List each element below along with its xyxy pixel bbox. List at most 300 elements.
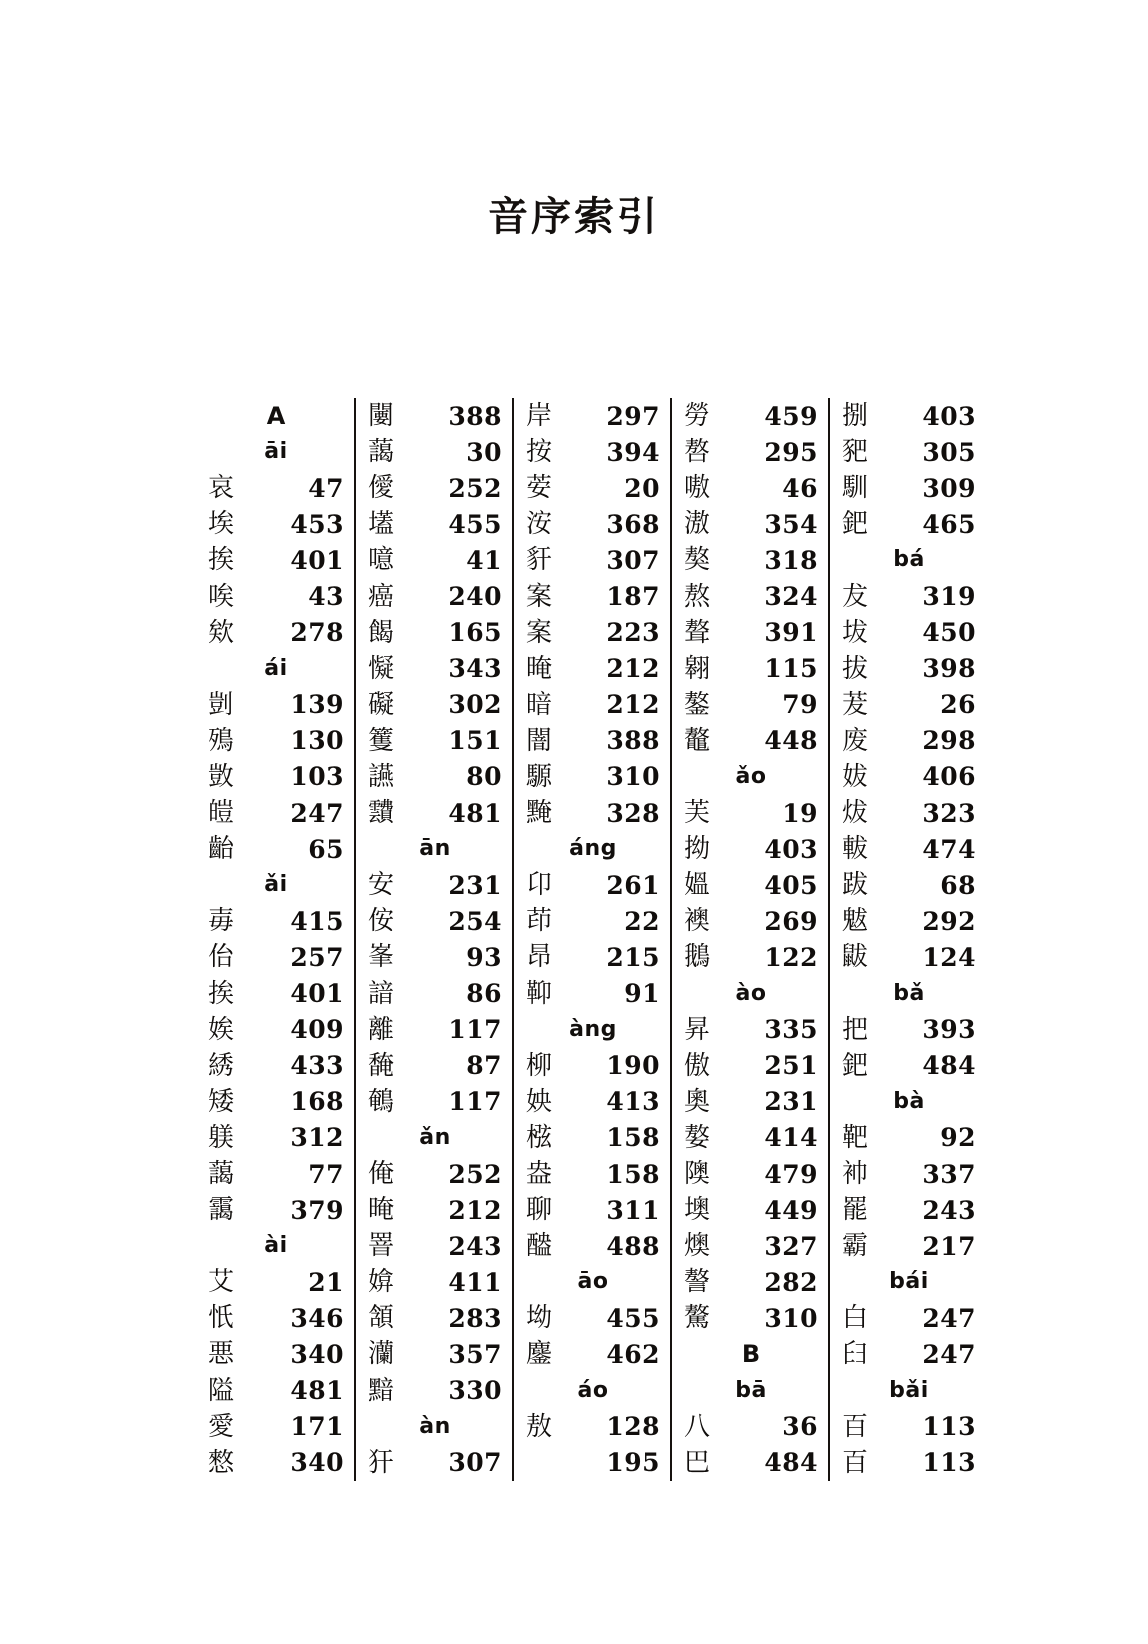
entry-page-number: 406: [922, 762, 976, 792]
entry-character: 殦: [208, 725, 235, 756]
entry-character: 齝: [208, 834, 235, 865]
syllable-heading: [842, 976, 976, 1012]
syllable-heading: [526, 1373, 660, 1409]
entry-character: 犴: [368, 1447, 395, 1478]
entry-page-number: 484: [922, 1051, 976, 1081]
entry-page-number: 488: [606, 1231, 660, 1261]
index-entry-row: [368, 578, 502, 614]
syllable-label: ǎo: [735, 763, 767, 789]
index-entry-row: [526, 1120, 660, 1156]
entry-character: 馣: [368, 1050, 395, 1081]
entry-page-number: 484: [764, 1448, 818, 1478]
index-entry-row: [208, 1156, 344, 1192]
syllable-label: āi: [264, 439, 288, 465]
syllable-heading: [684, 976, 818, 1012]
entry-character: 癌: [368, 581, 395, 612]
index-entry-row: [842, 939, 976, 975]
entry-page-number: 302: [448, 690, 502, 720]
index-entry-row: [368, 687, 502, 723]
entry-page-number: 323: [922, 798, 976, 828]
entry-character: 百: [842, 1411, 869, 1442]
index-entry-row: [842, 687, 976, 723]
entry-page-number: 388: [448, 401, 502, 431]
page-title: 音序索引: [488, 193, 660, 240]
entry-page-number: 269: [764, 906, 818, 936]
entry-page-number: 47: [308, 473, 344, 503]
entry-character: 藹: [208, 1159, 235, 1190]
index-entry-row: [208, 795, 344, 831]
entry-page-number: 455: [448, 509, 502, 539]
entry-page-number: 243: [448, 1231, 502, 1261]
entry-page-number: 113: [922, 1412, 976, 1442]
entry-page-number: 401: [290, 545, 344, 575]
entry-character: 鵝: [684, 942, 711, 973]
index-entry-row: [368, 903, 502, 939]
entry-character: 礙: [368, 689, 395, 720]
entry-page-number: 26: [940, 690, 976, 720]
entry-page-number: 151: [448, 726, 502, 756]
entry-page-number: 77: [308, 1159, 344, 1189]
syllable-heading: [842, 1373, 976, 1409]
index-entry-row: [368, 615, 502, 651]
index-entry-row: [842, 1120, 976, 1156]
entry-page-number: 343: [448, 654, 502, 684]
entry-character: 翱: [684, 653, 711, 684]
entry-character: 嫯: [684, 1122, 711, 1153]
index-entry-row: [842, 1228, 976, 1264]
entry-page-number: 43: [308, 582, 344, 612]
entry-page-number: 405: [764, 870, 818, 900]
index-entry-row: [526, 795, 660, 831]
index-entry-row: [208, 1084, 344, 1120]
entry-character: 坳: [526, 1303, 553, 1334]
entry-character: 捌: [842, 401, 869, 432]
index-entry-row: [526, 1300, 660, 1336]
entry-page-number: 122: [764, 942, 818, 972]
index-entry-row: [208, 903, 344, 939]
entry-page-number: 212: [606, 654, 660, 684]
syllable-heading: [368, 831, 502, 867]
entry-character: 晻: [368, 1195, 395, 1226]
entry-character: 魃: [842, 906, 869, 937]
index-entry-row: [368, 939, 502, 975]
entry-page-number: 251: [764, 1051, 818, 1081]
index-entry-row: [526, 687, 660, 723]
entry-page-number: 357: [448, 1339, 502, 1369]
index-entry-row: [842, 651, 976, 687]
index-entry-row: [208, 723, 344, 759]
entry-character: 荌: [526, 473, 553, 504]
index-entry-row: [526, 1228, 660, 1264]
entry-character: 霸: [842, 1231, 869, 1262]
index-entry-row: [368, 434, 502, 470]
entry-character: 剴: [208, 689, 235, 720]
entry-character: 毐: [208, 906, 235, 937]
entry-page-number: 254: [448, 906, 502, 936]
index-entry-row: [684, 1120, 818, 1156]
entry-character: 敖: [526, 1411, 553, 1442]
entry-page-number: 340: [290, 1339, 344, 1369]
entry-page-number: 305: [922, 437, 976, 467]
index-entry-row: [684, 398, 818, 434]
index-entry-row: [208, 1409, 344, 1445]
index-entry-row: [842, 470, 976, 506]
syllable-label: ái: [264, 655, 288, 681]
entry-page-number: 212: [606, 690, 660, 720]
entry-character: 綉: [208, 1050, 235, 1081]
entry-page-number: 450: [922, 618, 976, 648]
index-entry-row: [684, 434, 818, 470]
entry-character: 卬: [526, 870, 553, 901]
entry-page-number: 459: [764, 401, 818, 431]
entry-page-number: 21: [308, 1267, 344, 1297]
entry-page-number: 318: [764, 545, 818, 575]
entry-character: 鏖: [526, 1339, 553, 1370]
index-entry-row: [208, 976, 344, 1012]
entry-page-number: 330: [448, 1376, 502, 1406]
entry-character: 憗: [208, 1447, 235, 1478]
index-entry-row: [208, 1373, 344, 1409]
entry-character: 八: [684, 1411, 711, 1442]
syllable-heading: [526, 1264, 660, 1300]
index-entry-row: [208, 1264, 344, 1300]
entry-character: 獒: [684, 545, 711, 576]
entry-character: 騵: [526, 761, 553, 792]
entry-page-number: 328: [606, 798, 660, 828]
syllable-label: āo: [577, 1269, 609, 1295]
entry-page-number: 247: [922, 1339, 976, 1369]
index-entry-row: [526, 615, 660, 651]
entry-page-number: 391: [764, 618, 818, 648]
entry-page-number: 394: [606, 437, 660, 467]
entry-character: 傲: [684, 1050, 711, 1081]
entry-page-number: 307: [448, 1448, 502, 1478]
entry-character: 襖: [684, 906, 711, 937]
entry-page-number: 215: [606, 942, 660, 972]
entry-page-number: 190: [606, 1051, 660, 1081]
index-entry-row: [842, 578, 976, 614]
index-entry-row: [842, 1445, 976, 1481]
entry-page-number: 278: [290, 618, 344, 648]
index-entry-row: [684, 1228, 818, 1264]
entry-page-number: 309: [922, 473, 976, 503]
entry-page-number: 298: [922, 726, 976, 756]
entry-character: 䩕: [526, 978, 553, 1009]
entry-page-number: 65: [308, 834, 344, 864]
entry-character: 鈀: [842, 1050, 869, 1081]
entry-character: 媕: [368, 1267, 395, 1298]
index-entry-row: [684, 1084, 818, 1120]
entry-character: 安: [368, 870, 395, 901]
entry-page-number: 252: [448, 473, 502, 503]
entry-character: 灡: [368, 1339, 395, 1370]
index-entry-row: [368, 651, 502, 687]
entry-page-number: 455: [606, 1303, 660, 1333]
index-column: [670, 398, 828, 1481]
entry-character: 埃: [208, 509, 235, 540]
index-entry-row: [368, 1192, 502, 1228]
index-entry-row: [208, 1300, 344, 1336]
index-entry-row: [368, 723, 502, 759]
index-entry-row: [208, 687, 344, 723]
index-entry-row: [842, 398, 976, 434]
entry-character: 敳: [208, 761, 235, 792]
index-entry-row: [208, 1048, 344, 1084]
index-entry-row: [526, 470, 660, 506]
syllable-label: àn: [419, 1413, 451, 1439]
entry-character: 暗: [526, 689, 553, 720]
index-entry-row: [208, 939, 344, 975]
entry-page-number: 465: [922, 509, 976, 539]
index-entry-row: [208, 615, 344, 651]
index-entry-row: [842, 1409, 976, 1445]
syllable-heading: [842, 1084, 976, 1120]
entry-character: 壒: [368, 509, 395, 540]
entry-character: 洝: [526, 509, 553, 540]
index-entry-row: [842, 867, 976, 903]
entry-character: 坺: [842, 617, 869, 648]
index-grid: [196, 398, 986, 1481]
index-entry-row: [526, 1192, 660, 1228]
entry-page-number: 113: [922, 1448, 976, 1478]
entry-character: 把: [842, 1014, 869, 1045]
index-entry-row: [208, 1445, 344, 1481]
entry-page-number: 103: [290, 762, 344, 792]
entry-page-number: 411: [448, 1267, 502, 1297]
entry-character: 岸: [526, 401, 553, 432]
entry-page-number: 403: [764, 834, 818, 864]
entry-character: 跋: [842, 870, 869, 901]
entry-character: 挨: [208, 978, 235, 1009]
entry-page-number: 257: [290, 942, 344, 972]
syllable-heading: [842, 542, 976, 578]
index-entry-row: [526, 1084, 660, 1120]
index-entry-row: [684, 542, 818, 578]
entry-character: 黯: [368, 1375, 395, 1406]
entry-character: 峯: [368, 942, 395, 973]
entry-character: 昇: [684, 1014, 711, 1045]
entry-page-number: 231: [764, 1087, 818, 1117]
entry-character: 罷: [842, 1195, 869, 1226]
entry-character: 滶: [684, 509, 711, 540]
entry-character: 隩: [684, 1159, 711, 1190]
syllable-heading: [368, 1409, 502, 1445]
entry-page-number: 139: [290, 690, 344, 720]
syllable-label: ài: [264, 1233, 288, 1259]
entry-character: 侒: [368, 906, 395, 937]
entry-character: 巴: [684, 1447, 711, 1478]
index-entry-row: [368, 1264, 502, 1300]
entry-page-number: 413: [606, 1087, 660, 1117]
entry-page-number: 117: [448, 1087, 502, 1117]
index-entry-row: [526, 1048, 660, 1084]
entry-page-number: 36: [782, 1412, 818, 1442]
entry-page-number: 87: [466, 1051, 502, 1081]
entry-character: 藹: [368, 437, 395, 468]
entry-character: 讌: [368, 761, 395, 792]
index-entry-row: [208, 1336, 344, 1372]
entry-page-number: 46: [782, 473, 818, 503]
entry-page-number: 158: [606, 1159, 660, 1189]
entry-character: 隘: [208, 1375, 235, 1406]
entry-page-number: 79: [782, 690, 818, 720]
index-entry-row: [526, 903, 660, 939]
index-entry-row: [684, 1192, 818, 1228]
index-entry-row: [684, 1264, 818, 1300]
entry-character: 籆: [368, 725, 395, 756]
entry-page-number: 415: [290, 906, 344, 936]
entry-character: 驁: [684, 1303, 711, 1334]
index-entry-row: [526, 542, 660, 578]
entry-character: 鼥: [842, 942, 869, 973]
entry-page-number: 327: [764, 1231, 818, 1261]
syllable-label: bǎi: [889, 1377, 929, 1403]
entry-page-number: 324: [764, 582, 818, 612]
entry-page-number: 240: [448, 582, 502, 612]
entry-page-number: 403: [922, 401, 976, 431]
entry-character: 軷: [842, 834, 869, 865]
index-entry-row: [368, 470, 502, 506]
index-entry-row: [684, 1048, 818, 1084]
entry-page-number: 22: [624, 906, 660, 936]
entry-character: 忯: [208, 1303, 235, 1334]
syllable-heading: [526, 831, 660, 867]
index-entry-row: [526, 723, 660, 759]
entry-character: 燠: [684, 1231, 711, 1262]
entry-character: 墺: [684, 1195, 711, 1226]
index-entry-row: [842, 434, 976, 470]
entry-page-number: 481: [448, 798, 502, 828]
entry-page-number: 401: [290, 979, 344, 1009]
index-entry-row: [368, 867, 502, 903]
entry-page-number: 319: [922, 582, 976, 612]
entry-character: 離: [368, 1014, 395, 1045]
entry-character: 茇: [842, 689, 869, 720]
entry-character: 熬: [684, 581, 711, 612]
entry-character: 挨: [208, 545, 235, 576]
entry-character: 靶: [842, 1122, 869, 1153]
index-entry-row: [842, 1300, 976, 1336]
entry-character: 芙: [684, 798, 711, 829]
index-entry-row: [842, 1192, 976, 1228]
entry-page-number: 310: [606, 762, 660, 792]
syllable-label: áng: [569, 836, 617, 862]
entry-character: 愛: [208, 1411, 235, 1442]
index-entry-row: [526, 976, 660, 1012]
syllable-label: bà: [893, 1088, 925, 1114]
entry-page-number: 231: [448, 870, 502, 900]
index-entry-row: [526, 578, 660, 614]
entry-page-number: 243: [922, 1195, 976, 1225]
entry-page-number: 68: [940, 870, 976, 900]
index-entry-row: [526, 506, 660, 542]
index-column: [196, 398, 354, 1481]
entry-character: 案: [526, 581, 553, 612]
entry-character: 妭: [842, 761, 869, 792]
index-entry-row: [842, 1048, 976, 1084]
entry-page-number: 91: [624, 979, 660, 1009]
entry-page-number: 217: [922, 1231, 976, 1261]
entry-page-number: 19: [782, 798, 818, 828]
entry-character: 晻: [526, 653, 553, 684]
index-entry-row: [208, 1120, 344, 1156]
entry-character: 欸: [208, 617, 235, 648]
index-entry-row: [368, 759, 502, 795]
index-entry-row: [842, 903, 976, 939]
syllable-heading: [842, 1264, 976, 1300]
entry-character: 炦: [842, 798, 869, 829]
entry-character: 醠: [526, 1231, 553, 1262]
index-entry-row: [684, 470, 818, 506]
entry-page-number: 346: [290, 1303, 344, 1333]
index-entry-row: [526, 1409, 660, 1445]
entry-page-number: 414: [764, 1123, 818, 1153]
entry-character: 奧: [684, 1086, 711, 1117]
entry-character: 皚: [208, 798, 235, 829]
entry-page-number: 462: [606, 1339, 660, 1369]
entry-character: 罯: [368, 1231, 395, 1262]
syllable-heading: [208, 867, 344, 903]
entry-page-number: 93: [466, 942, 502, 972]
index-entry-row: [684, 723, 818, 759]
entry-page-number: 247: [922, 1303, 976, 1333]
index-entry-row: [842, 1336, 976, 1372]
entry-character: 按: [526, 437, 553, 468]
index-column: [512, 398, 670, 1481]
entry-page-number: 158: [606, 1123, 660, 1153]
index-entry-row: [684, 939, 818, 975]
syllable-heading: [684, 1373, 818, 1409]
entry-page-number: 312: [290, 1123, 344, 1153]
entry-character: 靄: [208, 1195, 235, 1226]
entry-page-number: 311: [606, 1195, 660, 1225]
entry-page-number: 247: [290, 798, 344, 828]
entry-character: 僾: [368, 473, 395, 504]
entry-character: 諳: [368, 978, 395, 1009]
entry-page-number: 165: [448, 618, 502, 648]
entry-character: 白: [842, 1303, 869, 1334]
index-entry-row: [526, 759, 660, 795]
entry-character: 媼: [684, 870, 711, 901]
entry-character: 勞: [684, 401, 711, 432]
entry-character: 𦥑: [842, 1339, 869, 1370]
index-entry-row: [368, 542, 502, 578]
index-entry-row: [526, 434, 660, 470]
syllable-label: bā: [735, 1377, 767, 1403]
entry-character: 謷: [684, 1267, 711, 1298]
syllable-heading: [208, 1228, 344, 1264]
entry-page-number: 340: [290, 1448, 344, 1478]
syllable-label: áo: [577, 1377, 609, 1403]
entry-character: 嗸: [684, 437, 711, 468]
syllable-heading: [208, 651, 344, 687]
index-entry-row: [208, 1012, 344, 1048]
entry-character: 躾: [208, 1122, 235, 1153]
entry-page-number: 388: [606, 726, 660, 756]
entry-character: 黤: [526, 798, 553, 829]
index-entry-row: [684, 1409, 818, 1445]
entry-character: 娭: [208, 1014, 235, 1045]
index-entry-row: [842, 723, 976, 759]
index-entry-row: [684, 506, 818, 542]
entry-character: 艾: [208, 1267, 235, 1298]
entry-page-number: 252: [448, 1159, 502, 1189]
entry-character: 佁: [208, 942, 235, 973]
index-entry-row: [368, 1373, 502, 1409]
index-entry-row: [368, 1012, 502, 1048]
index-entry-row: [684, 578, 818, 614]
letter-label: A: [266, 402, 286, 431]
